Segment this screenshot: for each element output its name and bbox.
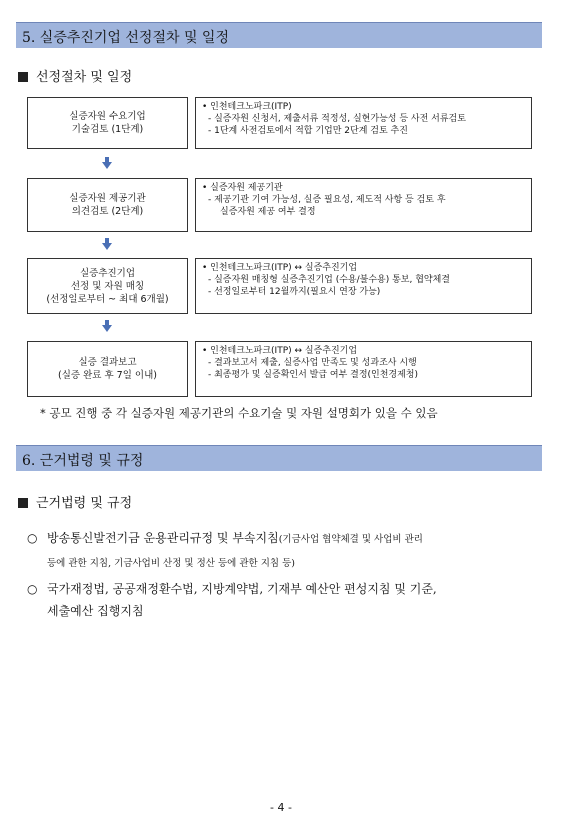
section-6-title: 6. 근거법령 및 규정 (22, 453, 144, 469)
circle-bullet-icon: ○ (27, 582, 38, 596)
square-bullet-icon (18, 72, 28, 82)
step-2-left-box: 실증자원 제공기관 의견검토 (2단계) (27, 178, 188, 232)
circle-bullet-icon: ○ (27, 531, 38, 545)
step-2-right-box: • 실증자원 제공기관 - 제공기관 기여 가능성, 실증 필요성, 제도적 사항 등 검토 후 실증자원 제공 여부 결정 (195, 178, 532, 232)
section-5-note: * 공모 진행 중 각 실증자원 제공기관의 수요기술 및 자원 설명회가 있을 수 있음 (40, 406, 438, 420)
section-6-header (16, 445, 542, 471)
section-5-header (16, 22, 542, 48)
section-5-subheading: 선정절차 및 일정 (18, 66, 132, 85)
step-4-left-box: 실증 결과보고 (실증 완료 후 7일 이내) (27, 341, 188, 397)
regulation-bullet-2: ○ 국가재정법, 공공재정환수법, 지방계약법, 기재부 예산안 편성지침 및 기준, 세출예산 집행지침 (27, 578, 547, 622)
square-bullet-icon (18, 498, 28, 508)
down-arrow-icon (102, 243, 112, 250)
step-4-right-box: • 인천테크노파크(ITP) ↔ 실증추진기업 - 결과보고서 제출, 실증사업 만족도 및 성과조사 시행 - 최종평가 및 실증확인서 발급 여부 결정(인천경제청) (195, 341, 532, 397)
step-1-right-box: • 인천테크노파크(ITP) - 실증자원 신청서, 제출서류 적정성, 실현가능성 등 사전 서류검토 - 1단계 사전검토에서 적합 기업만 2단계 검토 추진 (195, 97, 532, 149)
down-arrow-icon (102, 162, 112, 169)
section-6-subheading: 근거법령 및 규정 (18, 492, 132, 511)
section-5-title: 5. 실증추진기업 선정절차 및 일정 (22, 30, 229, 46)
down-arrow-icon (102, 325, 112, 332)
page-number: - 4 - (270, 801, 292, 814)
regulation-bullet-1: ○ 방송통신발전기금 운용관리규정 및 부속지침(기금사업 협약체결 및 사업비 관리 등에 관한 지침, 기금사업비 산정 및 정산 등에 관한 지침 등) (27, 527, 547, 575)
step-3-right-box: • 인천테크노파크(ITP) ↔ 실증추진기업 - 실증자원 매칭형 실증추진기업 (수용/불수용) 통보, 협약체결 - 선정일로부터 12월까지(필요시 연장 가능) (195, 258, 532, 314)
step-1-left-box: 실증자원 수요기업 기술검토 (1단계) (27, 97, 188, 149)
step-3-left-box: 실증추진기업 선정 및 자원 매칭 (선정일로부터 ~ 최대 6개월) (27, 258, 188, 314)
